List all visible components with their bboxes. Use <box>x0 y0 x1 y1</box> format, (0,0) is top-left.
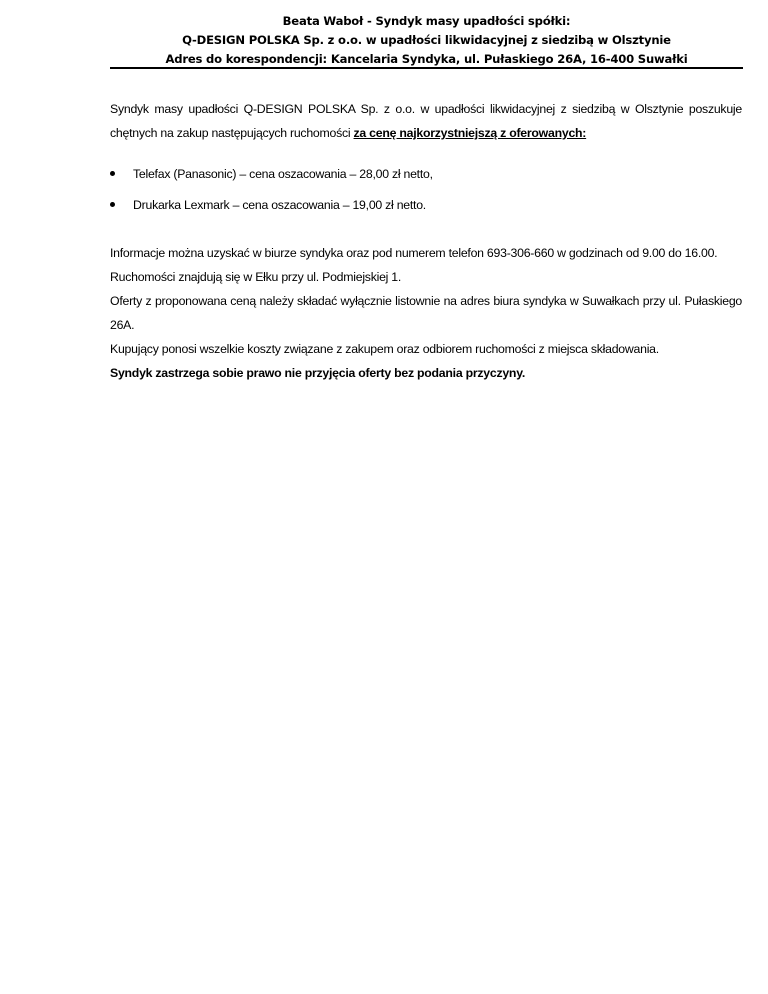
document-header <box>110 12 743 69</box>
intro-paragraph <box>110 97 742 145</box>
info-section <box>110 241 742 385</box>
list-item <box>110 193 742 217</box>
header-company-line: Q-DESIGN POLSKA Sp. z o.o. w upadłości likwidacyjnej z siedzibą w Olsztynie <box>182 33 671 47</box>
list-item <box>110 162 742 186</box>
items-list <box>110 162 742 217</box>
header-divider <box>110 67 743 69</box>
header-trustee-line: Beata Waboł - Syndyk masy upadłości spółki: <box>282 14 571 28</box>
bullet-icon <box>110 202 115 207</box>
header-address-line: Adres do korespondencji: Kancelaria Syndyka, ul. Pułaskiego 26A, 16-400 Suwałki <box>165 52 688 66</box>
intro-emphasis: za cenę najkorzystniejszą z oferowanych: <box>353 126 587 140</box>
contact-paragraph: Informacje można uzyskać w biurze syndyka oraz pod numerem telefon 693-306-660 w godzinach od 9.00 do 16.00. <box>110 246 718 260</box>
reservation-paragraph: Syndyk zastrzega sobie prawo nie przyjęcia oferty bez podania przyczyny. <box>110 366 526 380</box>
offers-paragraph: Oferty z proponowana ceną należy składać wyłącznie listownie na adres biura syndyka w Suwałkach przy ul. Pułaskiego 26A. <box>110 294 742 332</box>
item-text: Drukarka Lexmark – cena oszacowania – 19,00 zł netto. <box>133 198 426 212</box>
item-text: Telefax (Panasonic) – cena oszacowania – 28,00 zł netto, <box>133 167 433 181</box>
document-body <box>110 97 742 385</box>
location-paragraph: Ruchomości znajdują się w Ełku przy ul. Podmiejskiej 1. <box>110 270 402 284</box>
bullet-icon <box>110 171 115 176</box>
intro-text: Syndyk masy upadłości Q-DESIGN POLSKA Sp. z o.o. w upadłości likwidacyjnej z siedzibą w Olsztynie poszukuje chętnych na zakup następujących ruchomości <box>110 102 742 140</box>
costs-paragraph: Kupujący ponosi wszelkie koszty związane z zakupem oraz odbiorem ruchomości z miejsca składowania. <box>110 342 659 356</box>
